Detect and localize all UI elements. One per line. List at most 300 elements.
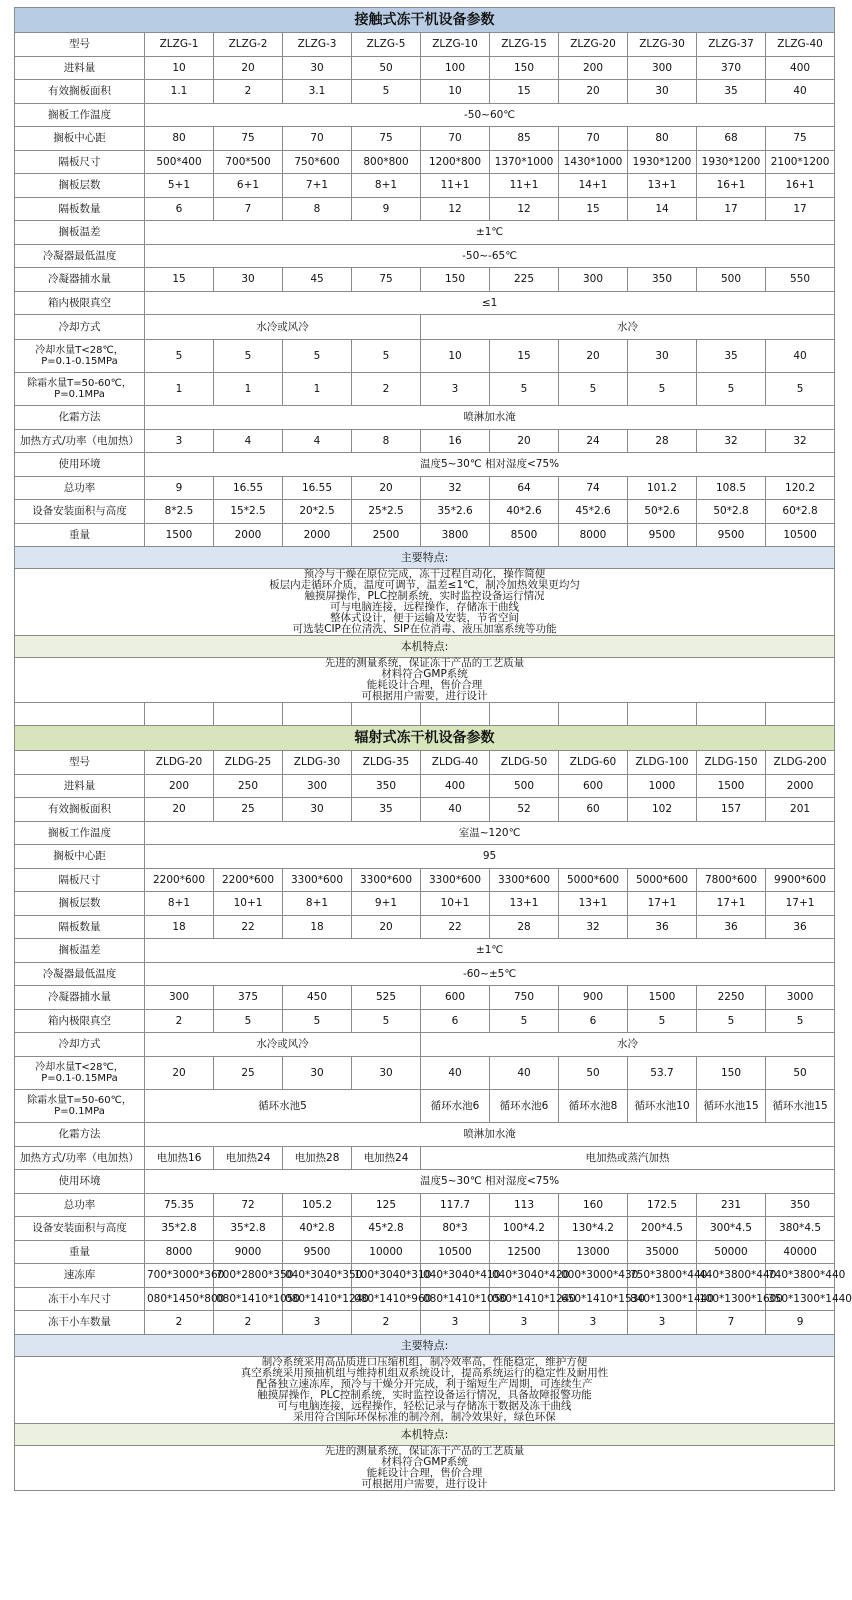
param-value: 2 xyxy=(214,1311,283,1335)
param-value: ZLDG-50 xyxy=(490,751,559,775)
param-value: 75 xyxy=(352,127,421,151)
param-value: 350 xyxy=(766,1194,835,1217)
param-value: 9 xyxy=(352,198,421,221)
param-value: 5 xyxy=(628,1010,697,1033)
param-value: 1430*1000 xyxy=(559,151,628,174)
param-value: 2200*600 xyxy=(214,869,283,892)
param-label: 隔板数量 xyxy=(15,198,145,221)
param-value: 300 xyxy=(628,57,697,80)
param-row xyxy=(15,1033,835,1057)
param-value: 440*3800*440 xyxy=(697,1264,766,1288)
param-value: 50 xyxy=(766,1057,835,1090)
param-label: 冻干小车尺寸 xyxy=(15,1288,145,1311)
param-value: 8000 xyxy=(145,1241,214,1264)
param-label: 冷却方式 xyxy=(15,315,145,340)
param-value-group: 循环水池10 xyxy=(628,1090,697,1123)
param-label: 有效搁板面积 xyxy=(15,80,145,104)
param-value: 50 xyxy=(559,1057,628,1090)
param-row xyxy=(15,80,835,104)
param-value: 172.5 xyxy=(628,1194,697,1217)
param-row xyxy=(15,1217,835,1241)
param-value: ZLZG-20 xyxy=(559,33,628,57)
param-value-group: 循环水池15 xyxy=(697,1090,766,1123)
param-value: 1500 xyxy=(628,986,697,1010)
param-value: 3 xyxy=(145,430,214,453)
param-value: 231 xyxy=(697,1194,766,1217)
param-label: 设备安装面积与高度 xyxy=(15,500,145,524)
param-value: 5 xyxy=(352,340,421,373)
param-value-group: 电加热24 xyxy=(352,1147,421,1170)
param-label: 冻干小车数量 xyxy=(15,1311,145,1335)
param-value: 15*2.5 xyxy=(214,500,283,524)
param-label: 总功率 xyxy=(15,477,145,500)
param-value: 5 xyxy=(352,80,421,104)
param-label: 有效搁板面积 xyxy=(15,798,145,822)
param-value: 11+1 xyxy=(421,174,490,198)
param-value: 5 xyxy=(559,373,628,406)
param-value: 28 xyxy=(628,430,697,453)
param-label: 速冻库 xyxy=(15,1264,145,1288)
param-value: 9+1 xyxy=(352,892,421,916)
empty-cell xyxy=(352,703,421,726)
param-value: 17+1 xyxy=(766,892,835,916)
param-value: 650*1410*1530 xyxy=(559,1288,628,1311)
param-row xyxy=(15,453,835,477)
machine-feature-item: 材料符合GMP系统 xyxy=(381,668,468,680)
param-value: 600 xyxy=(421,986,490,1010)
param-value-group: 电加热或蒸汽加热 xyxy=(421,1147,835,1170)
param-value: 53.7 xyxy=(628,1057,697,1090)
param-row xyxy=(15,775,835,798)
param-value-group: 循环水池5 xyxy=(145,1090,421,1123)
param-row xyxy=(15,406,835,430)
param-value: 225 xyxy=(490,268,559,292)
param-value: 15 xyxy=(490,340,559,373)
param-value: 6 xyxy=(559,1010,628,1033)
param-value-group: 循环水池15 xyxy=(766,1090,835,1123)
param-value: 200 xyxy=(145,775,214,798)
param-value: 400 xyxy=(421,775,490,798)
param-row xyxy=(15,986,835,1010)
param-value: 3 xyxy=(490,1311,559,1335)
param-value: 36 xyxy=(697,916,766,939)
param-value: 12 xyxy=(490,198,559,221)
param-value: 17 xyxy=(766,198,835,221)
param-value: 550 xyxy=(766,268,835,292)
param-value: 2000 xyxy=(766,775,835,798)
param-value: 20 xyxy=(352,916,421,939)
param-value: 5 xyxy=(283,1010,352,1033)
feature-item: 采用符合国际环保标准的制冷剂，制冷效果好，绿色环保 xyxy=(293,1411,556,1423)
param-value: 45*2.6 xyxy=(559,500,628,524)
param-value: 20 xyxy=(145,1057,214,1090)
param-value: 7800*600 xyxy=(697,869,766,892)
param-value: 8 xyxy=(352,430,421,453)
features-heading: 主要特点: xyxy=(15,1335,835,1357)
param-value: 300 xyxy=(145,986,214,1010)
param-value-group: 水冷或风冷 xyxy=(145,1033,421,1057)
param-value: 5 xyxy=(283,340,352,373)
empty-cell xyxy=(697,703,766,726)
param-value: 10500 xyxy=(421,1241,490,1264)
param-value: 1 xyxy=(214,373,283,406)
param-row xyxy=(15,1264,835,1288)
param-value-group: 水冷 xyxy=(421,315,835,340)
param-value: 35 xyxy=(352,798,421,822)
param-label: 化霜方法 xyxy=(15,406,145,430)
param-label-line: P=0.1-0.15MPa xyxy=(41,1073,118,1084)
machine-feature-item: 材料符合GMP系统 xyxy=(381,1456,468,1468)
param-value: 375 xyxy=(214,986,283,1010)
param-value: 36 xyxy=(628,916,697,939)
param-row xyxy=(15,1090,835,1123)
param-row xyxy=(15,127,835,151)
param-value: 80 xyxy=(145,127,214,151)
param-value-group: 电加热28 xyxy=(283,1147,352,1170)
param-value: ZLDG-30 xyxy=(283,751,352,775)
param-value: 300 xyxy=(559,268,628,292)
machine-feature-item: 可根据用户需要，进行设计 xyxy=(361,1478,488,1490)
features-list xyxy=(15,569,835,636)
param-value: 40000 xyxy=(766,1241,835,1264)
param-value: 9500 xyxy=(697,524,766,547)
empty-cell xyxy=(421,703,490,726)
param-value: 40*2.6 xyxy=(490,500,559,524)
param-value: 102 xyxy=(628,798,697,822)
param-value: 5 xyxy=(766,373,835,406)
param-value: 125 xyxy=(352,1194,421,1217)
param-value: 24 xyxy=(559,430,628,453)
param-value: 40 xyxy=(421,1057,490,1090)
param-value: 8500 xyxy=(490,524,559,547)
param-value: 10500 xyxy=(766,524,835,547)
feature-item: 预冷与干燥在原位完成，冻干过程自动化，操作简便 xyxy=(303,568,546,580)
param-value: 160 xyxy=(559,1194,628,1217)
param-value: 35 xyxy=(697,80,766,104)
param-row xyxy=(15,477,835,500)
param-row xyxy=(15,1194,835,1217)
param-value: 20 xyxy=(490,430,559,453)
param-value: 5 xyxy=(697,373,766,406)
param-label: 搁板中心距 xyxy=(15,845,145,869)
param-value: 525 xyxy=(352,986,421,1010)
param-value: 2250 xyxy=(697,986,766,1010)
param-value: ZLZG-10 xyxy=(421,33,490,57)
param-value: 17+1 xyxy=(697,892,766,916)
param-value: 40 xyxy=(766,80,835,104)
feature-item: 可选装CIP在位清洗、SIP在位消毒、液压加塞系统等功能 xyxy=(292,623,557,635)
section-title: 辐射式冻干机设备参数 xyxy=(15,726,835,751)
param-value: 16+1 xyxy=(697,174,766,198)
param-value: 25 xyxy=(214,798,283,822)
features-list xyxy=(15,1357,835,1424)
param-value: 2 xyxy=(145,1311,214,1335)
param-value: 100 xyxy=(421,57,490,80)
param-value: 50 xyxy=(352,57,421,80)
param-value: 250 xyxy=(214,775,283,798)
param-value-merged: ±1℃ xyxy=(145,221,835,245)
machine-feature-item: 能耗设计合理，售价合理 xyxy=(366,679,483,691)
param-value: 15 xyxy=(559,198,628,221)
param-value: 1000 xyxy=(628,775,697,798)
param-value: 1500 xyxy=(145,524,214,547)
param-row xyxy=(15,315,835,340)
param-value: 3300*600 xyxy=(352,869,421,892)
param-row xyxy=(15,292,835,315)
param-label: 使用环境 xyxy=(15,453,145,477)
param-label: 设备安装面积与高度 xyxy=(15,1217,145,1241)
param-value: 18 xyxy=(145,916,214,939)
param-value: ZLDG-100 xyxy=(628,751,697,775)
param-label: 搁板工作温度 xyxy=(15,822,145,845)
param-value: 8+1 xyxy=(145,892,214,916)
param-value: 500 xyxy=(697,268,766,292)
param-label: 加热方式/功率（电加热） xyxy=(15,1147,145,1170)
param-value: 150 xyxy=(490,57,559,80)
param-value: 105.2 xyxy=(283,1194,352,1217)
param-value: 68 xyxy=(697,127,766,151)
param-label-line: P=0.1-0.15MPa xyxy=(41,356,118,367)
empty-cell xyxy=(214,703,283,726)
param-value: 117.7 xyxy=(421,1194,490,1217)
param-value: 100*3040*310 xyxy=(352,1264,421,1288)
param-value: 1370*1000 xyxy=(490,151,559,174)
param-value: 9500 xyxy=(628,524,697,547)
param-label-line: P=0.1MPa xyxy=(54,1106,105,1117)
param-value-group: 水冷 xyxy=(421,1033,835,1057)
param-value: 8+1 xyxy=(283,892,352,916)
param-value: 080*1410*1240 xyxy=(490,1288,559,1311)
param-label-line: 冷却水量T<28℃， xyxy=(35,1062,124,1073)
feature-item: 可与电脑连接，远程操作，存储冻干曲线 xyxy=(330,601,520,613)
spec-sheet xyxy=(14,7,852,1491)
param-label: 搁板温差 xyxy=(15,939,145,963)
param-value: 080*1410*1050 xyxy=(214,1288,283,1311)
param-row xyxy=(15,1311,835,1335)
param-value: 35*2.8 xyxy=(145,1217,214,1241)
param-value: 12 xyxy=(421,198,490,221)
param-label: 进料量 xyxy=(15,57,145,80)
param-value-merged: 温度5~30℃ 相对湿度<75% xyxy=(145,453,835,477)
param-row xyxy=(15,151,835,174)
param-label xyxy=(15,373,145,406)
param-value: 6 xyxy=(421,1010,490,1033)
machine-feature-item: 先进的测量系统，保证冻干产品的工艺质量 xyxy=(324,1445,525,1457)
param-value: ZLZG-5 xyxy=(352,33,421,57)
param-value: 2500 xyxy=(352,524,421,547)
param-value: 35*2.6 xyxy=(421,500,490,524)
param-row xyxy=(15,221,835,245)
param-value: 25 xyxy=(214,1057,283,1090)
feature-item: 板层内走循环介质，温度可调节，温差≤1℃，制冷加热效果更均匀 xyxy=(269,579,580,591)
param-value: 5 xyxy=(352,1010,421,1033)
param-label: 搁板层数 xyxy=(15,174,145,198)
param-value: 15 xyxy=(145,268,214,292)
param-value: 5 xyxy=(628,373,697,406)
param-value: 9 xyxy=(145,477,214,500)
param-value: 35000 xyxy=(628,1241,697,1264)
param-value: 2 xyxy=(352,1311,421,1335)
param-value-merged: -60~±5℃ xyxy=(145,963,835,986)
param-value: 20 xyxy=(145,798,214,822)
param-value: 30 xyxy=(352,1057,421,1090)
param-value: ZLZG-1 xyxy=(145,33,214,57)
param-value: 5 xyxy=(490,1010,559,1033)
param-value-merged: -50~60℃ xyxy=(145,104,835,127)
param-row xyxy=(15,245,835,268)
param-value: 101.2 xyxy=(628,477,697,500)
param-value: 157 xyxy=(697,798,766,822)
param-row xyxy=(15,845,835,869)
param-row xyxy=(15,33,835,57)
feature-item: 配备独立速冻库，预冷与干燥分开完成，利于缩短生产周期，可连续生产 xyxy=(256,1378,593,1390)
param-value: 50000 xyxy=(697,1241,766,1264)
empty-cell xyxy=(145,703,214,726)
param-value: 5+1 xyxy=(145,174,214,198)
param-value: 8*2.5 xyxy=(145,500,214,524)
param-value: 380*4.5 xyxy=(766,1217,835,1241)
param-label: 冷凝器最低温度 xyxy=(15,963,145,986)
param-value: 2 xyxy=(145,1010,214,1033)
empty-cell xyxy=(15,703,145,726)
feature-item: 制冷系统采用高品质进口压缩机组，制冷效率高，性能稳定，维护方便 xyxy=(261,1356,588,1368)
param-value: 080*1410*1240 xyxy=(283,1288,352,1311)
param-value: 18 xyxy=(283,916,352,939)
param-value: 3 xyxy=(559,1311,628,1335)
param-label: 进料量 xyxy=(15,775,145,798)
param-value: 16.55 xyxy=(214,477,283,500)
param-row xyxy=(15,1057,835,1090)
param-label: 冷凝器捕水量 xyxy=(15,268,145,292)
param-value: 040*3040*420 xyxy=(490,1264,559,1288)
param-value: 70 xyxy=(283,127,352,151)
param-value: 370 xyxy=(697,57,766,80)
param-value: ZLZG-15 xyxy=(490,33,559,57)
param-value: ZLDG-60 xyxy=(559,751,628,775)
param-value: 350 xyxy=(628,268,697,292)
param-value-merged: 喷淋加水淹 xyxy=(145,1123,835,1147)
feature-item: 触摸屏操作，PLC控制系统，实时监控设备运行情况，具备故障报警功能 xyxy=(257,1389,592,1401)
param-row xyxy=(15,198,835,221)
param-value: 13+1 xyxy=(628,174,697,198)
param-value: 8+1 xyxy=(352,174,421,198)
param-label: 重量 xyxy=(15,524,145,547)
feature-item: 真空系统采用预抽机组与维持机组双系统设计，提高系统运行的稳定性及耐用性 xyxy=(240,1367,609,1379)
param-row xyxy=(15,1170,835,1194)
param-value: 500*400 xyxy=(145,151,214,174)
param-label: 搁板层数 xyxy=(15,892,145,916)
param-value-group: 电加热16 xyxy=(145,1147,214,1170)
param-label: 加热方式/功率（电加热） xyxy=(15,430,145,453)
param-value: 108.5 xyxy=(697,477,766,500)
param-value: 10 xyxy=(421,80,490,104)
machine-feature-item: 先进的测量系统，保证冻干产品的工艺质量 xyxy=(324,657,525,669)
param-label-line: 冷却水量T<28℃， xyxy=(35,345,124,356)
machine-features-list xyxy=(15,1446,835,1491)
param-value: 70 xyxy=(421,127,490,151)
param-value: 800*800 xyxy=(352,151,421,174)
param-row xyxy=(15,1241,835,1264)
param-value: 5 xyxy=(214,1010,283,1033)
param-row xyxy=(15,916,835,939)
param-value: 350 xyxy=(352,775,421,798)
param-value: 36 xyxy=(766,916,835,939)
param-value: 3.1 xyxy=(283,80,352,104)
param-value: 12500 xyxy=(490,1241,559,1264)
param-value: 3 xyxy=(421,373,490,406)
feature-item: 整体式设计，便于运输及安装，节省空间 xyxy=(330,612,520,624)
param-value-group: 循环水池6 xyxy=(421,1090,490,1123)
param-row xyxy=(15,963,835,986)
param-label: 隔板数量 xyxy=(15,916,145,939)
param-label xyxy=(15,1057,145,1090)
param-value: 2100*1200 xyxy=(766,151,835,174)
param-value: 100*4.2 xyxy=(490,1217,559,1241)
param-label: 型号 xyxy=(15,33,145,57)
param-value: 201 xyxy=(766,798,835,822)
param-value: 400 xyxy=(766,57,835,80)
param-value: 500 xyxy=(490,775,559,798)
param-value: 52 xyxy=(490,798,559,822)
param-value: 16.55 xyxy=(283,477,352,500)
param-value: 7 xyxy=(214,198,283,221)
param-row xyxy=(15,751,835,775)
param-value: 75 xyxy=(214,127,283,151)
param-value: 11+1 xyxy=(490,174,559,198)
param-value: 17 xyxy=(697,198,766,221)
param-value-merged: ±1℃ xyxy=(145,939,835,963)
param-value: 6+1 xyxy=(214,174,283,198)
param-value: 5000*600 xyxy=(559,869,628,892)
param-row xyxy=(15,892,835,916)
param-label: 隔板尺寸 xyxy=(15,151,145,174)
param-label: 重量 xyxy=(15,1241,145,1264)
param-label-line: 除霜水量T=50-60℃， xyxy=(27,1095,132,1106)
param-label: 冷凝器最低温度 xyxy=(15,245,145,268)
param-value: 28 xyxy=(490,916,559,939)
param-value: 70 xyxy=(559,127,628,151)
param-value: 840*1300*1440 xyxy=(628,1288,697,1311)
param-value: 35 xyxy=(697,340,766,373)
param-value: 1.1 xyxy=(145,80,214,104)
empty-cell xyxy=(490,703,559,726)
param-label: 使用环境 xyxy=(15,1170,145,1194)
param-value: 14 xyxy=(628,198,697,221)
param-value: 120.2 xyxy=(766,477,835,500)
param-label: 隔板尺寸 xyxy=(15,869,145,892)
param-value: 200 xyxy=(559,57,628,80)
param-row xyxy=(15,174,835,198)
param-value: 9500 xyxy=(283,1241,352,1264)
param-value: 4 xyxy=(214,430,283,453)
param-value: 100*1300*1600 xyxy=(697,1288,766,1311)
param-value-merged: 95 xyxy=(145,845,835,869)
param-value: 3 xyxy=(283,1311,352,1335)
param-value: 750 xyxy=(490,986,559,1010)
param-value: 40 xyxy=(490,1057,559,1090)
param-value: 13+1 xyxy=(490,892,559,916)
param-value: 30 xyxy=(283,57,352,80)
param-row xyxy=(15,1123,835,1147)
param-value: 13000 xyxy=(559,1241,628,1264)
features-heading: 主要特点: xyxy=(15,547,835,569)
param-value: 5 xyxy=(697,1010,766,1033)
param-value: ZLDG-40 xyxy=(421,751,490,775)
param-value-merged: 温度5~30℃ 相对湿度<75% xyxy=(145,1170,835,1194)
param-value: 30 xyxy=(214,268,283,292)
param-value: 80 xyxy=(628,127,697,151)
param-value: 85 xyxy=(490,127,559,151)
